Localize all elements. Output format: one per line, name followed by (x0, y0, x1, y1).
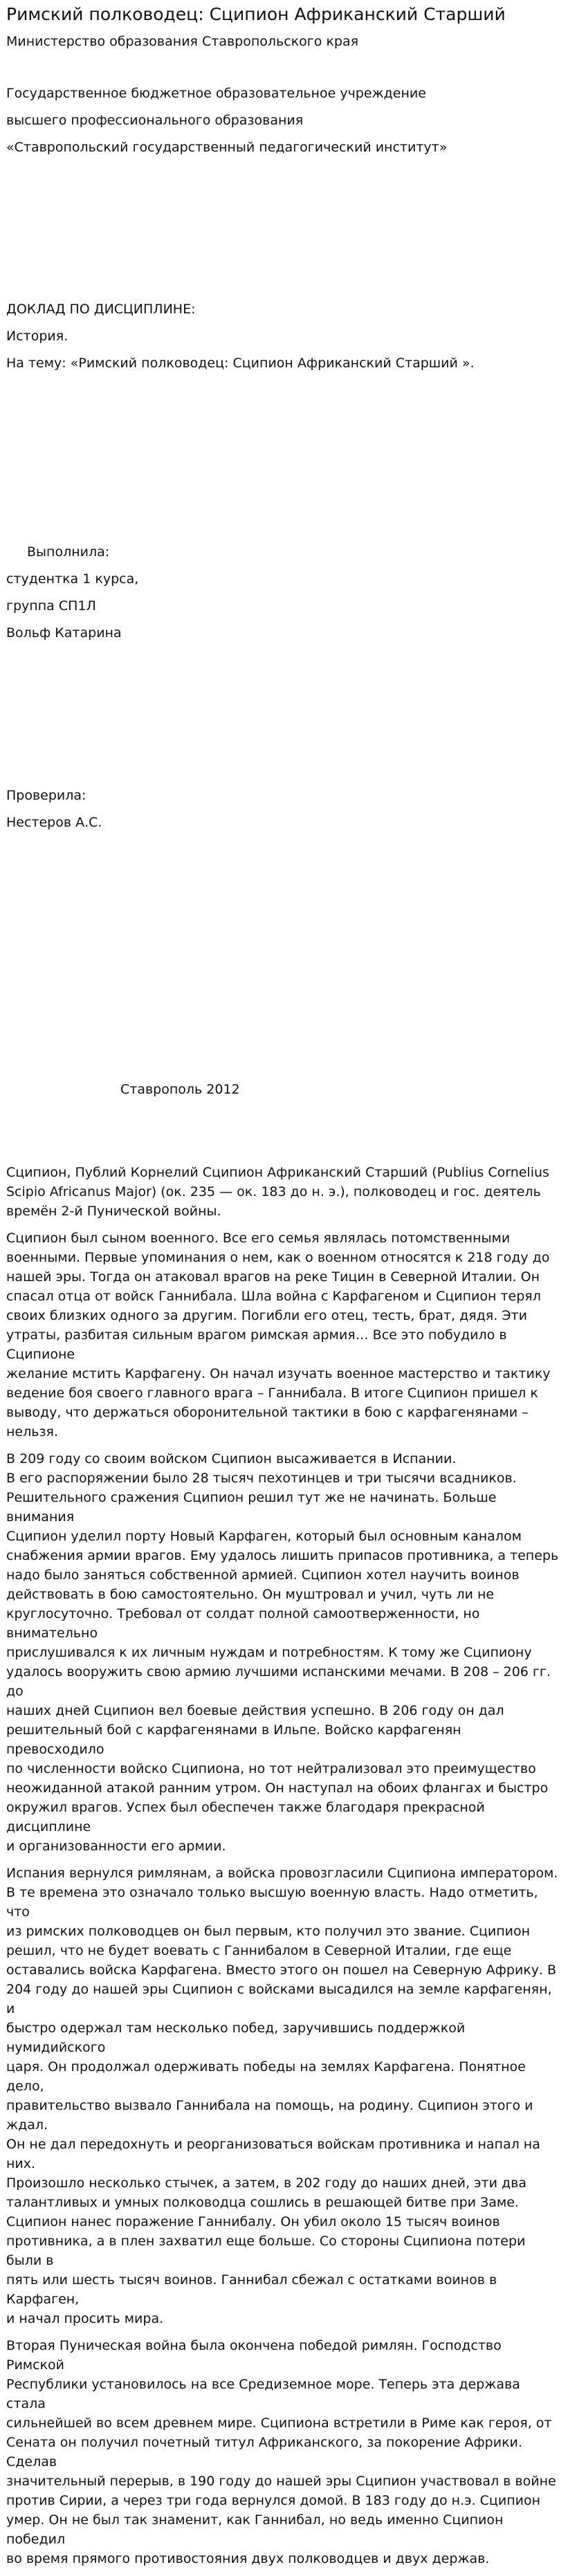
performer-name: Вольф Катарина (6, 625, 122, 641)
report-heading: ДОКЛАД ПО ДИСЦИПЛИНЕ: (6, 302, 196, 317)
checker-name: Нестеров А.С. (6, 815, 102, 830)
institution-line-2: высшего профессионального образования (6, 113, 304, 128)
paragraph: Вторая Пуническая война была окончена победой римлян. Господство Римской Республики установилось на все Средиземное море. Теперь эта держава стала сильнейшей во всем древнем мире. Сципиона встретили в Риме как героя, от Сената он получил почетный титул Африканского, за покорение Африки. Сделав значительный перерыв, в 190 году до нашей эры Сципион участвовал в войне против Сирии, а через три года вернулся домой. В 183 году до н.э. Сципион умер. Он не был так знаменит, как Ганнибал, но ведь именно Сципион победил во время прямого противостояния двух полководцев и двух держав. (6, 2338, 556, 2566)
paragraph: Сципион, Публий Корнелий Сципион Африканский Старший (Publius Cornelius Scipio Africanus Major) (ок. 235 — ок. 183 до н. э.), полководец и гос. деятель времён 2-й Пунической войны. (6, 1165, 549, 1219)
paragraph: Сципион был сыном военного. Все его семья являлась потомственными военными. Первые упоминания о нем, как о военном относятся к 218 году до нашей эры. Тогда он атаковал врагов на реке Тицин в Северной Италии. Он спасал отца от войск Ганнибала. Шла война с Карфагеном и Сципион терял своих близких одного за другим. Погибли его отец, тесть, брат, дядя. Эти утраты, разбитая сильным врагом римская армия… Все это побудило в Сципионе желание мстить Карфагену. Он начал изучать военное мастерство и тактику ведение боя своего главного врага – Ганнибала. В итоге Сципион пришел к выводу, что держаться оборонительной тактики в бою с карфагенянами – нельзя. (6, 1231, 551, 1439)
city-year: Ставрополь 2012 (120, 1082, 240, 1097)
institution-line-1: Государственное бюджетное образовательное учреждение (6, 86, 426, 101)
institution-line-3: «Ставропольский государственный педагогический институт» (6, 140, 448, 155)
report-body (6, 1163, 560, 2576)
performer-course: студентка 1 курса, (6, 571, 139, 587)
paragraph: Испания вернулся римлянам, а войска провозгласили Сципиона императором. В те времена это означало только высшую военную власть. Надо отметить, что из римских полководцев он был первым, кто получил это звание. Сципион решил, что не будет воевать с Ганнибалом в Северной Италии, где еще оставались войска Карфагена. Вместо этого он пошел на Северную Африку. В 204 году до нашей эры Сципион с войсками высадился на земле карфагенян, и быстро одержал там несколько побед, заручившись поддержкой нумидийского царя. Он продолжал одерживать победы на землях Карфагена. Понятное дело, правительство вызвало Ганнибала на помощь, на родину. Сципион этого и ждал. Он не дал передохнуть и реорганизоваться войскам противника и напал на них. Произошло несколько стычек, а затем, в 202 году до наших дней, эти два талантливых и умных полководца сошлись в решающей битве при Заме. Сципион нанес поражение Ганнибалу. Он убил около 15 тысяч воинов противника, а в плен захватил еще больше. Со стороны Сципиона потери были в пять или шесть тысяч воинов. Ганнибал сбежал с остатками воинов в Карфаген, и начал просить мира. (6, 1866, 558, 2326)
ministry-line: Министерство образования Ставропольского края (6, 34, 359, 49)
performer-label: Выполнила: (27, 544, 110, 560)
report-topic: На тему: «Римский полководец: Сципион Африканский Старший ». (6, 356, 475, 371)
performer-group: группа СП1Л (6, 598, 96, 614)
checker-label: Проверила: (6, 788, 86, 803)
report-discipline: История. (6, 329, 68, 344)
paragraph: В 209 году со своим войском Сципион высаживается в Испании. В его распоряжении было 28 тысяч пехотинцев и три тысячи всадников. Решительного сражения Сципион решил тут же не начинать. Больше внимания Сципион уделил порту Новый Карфаген, который был основным каналом снабжения армии врагов. Ему удалось лишить припасов противника, а теперь надо было заняться собственной армией. Сципион хотел научить воинов действовать в бою самостоятельно. Он муштровал и учил, чуть ли не круглосуточно. Требовал от солдат полной самоотверженности, но внимательно прислушивался к их личным нуждам и потребностям. К тому же Сципиону удалось вооружить свою армию лучшими испанскими мечами. В 208 – 206 гг. до наших дней Сципион вел боевые действия успешно. В 206 году он дал решительный бой с карфагенянами в Ильпе. Войско карфагенян превосходило по численности войско Сципиона, но тот нейтрализовал это преимущество неожиданной атакой ранним утром. Он наступал на обоих флангах и быстро окружил врагов. Успех был обеспечен также благодаря прекрасной дисциплине и организованности его армии. (6, 1451, 559, 1854)
page-title: Римский полководец: Сципион Африканский Старший (6, 4, 506, 24)
